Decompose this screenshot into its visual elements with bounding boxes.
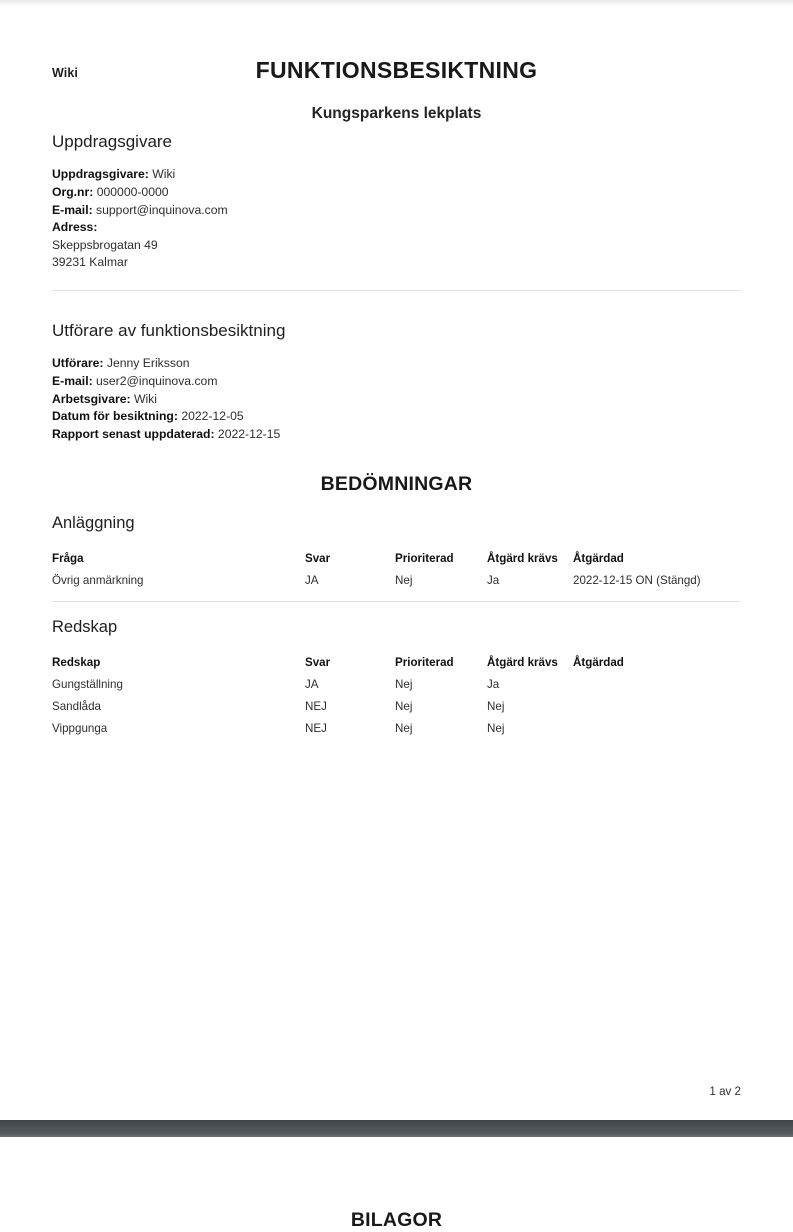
cell-prioritized: Nej (395, 699, 413, 713)
detail-value: Wiki (133, 391, 157, 406)
cell-answer: NEJ (305, 699, 327, 713)
section-divider (52, 290, 741, 291)
page-indicator: 1 av 2 (709, 1085, 741, 1098)
detail-key: Adress: (52, 220, 98, 235)
column-header: Åtgärd krävs (487, 552, 558, 566)
detail-row (52, 391, 741, 409)
detail-row (52, 166, 741, 184)
detail-row (52, 219, 741, 237)
cell-prioritized: Nej (395, 721, 413, 735)
cell-prioritized: Nej (395, 677, 413, 691)
cell-name: Övrig anmärkning (52, 574, 144, 588)
cell-action-required: Ja (487, 677, 500, 691)
detail-key: Org.nr: (52, 184, 94, 199)
address-line: 39231 Kalmar (52, 255, 128, 270)
document-page-2 (0, 1137, 793, 1232)
assessment-table (52, 652, 741, 740)
table-row (52, 570, 741, 592)
assessment-group-redskap (52, 618, 741, 740)
group-heading: Anläggning (52, 514, 135, 533)
assessment-table (52, 548, 741, 592)
detail-key: E-mail: (52, 373, 93, 388)
table-row (52, 696, 741, 718)
attachments-title: BILAGOR (350, 1209, 443, 1231)
detail-row (52, 408, 741, 426)
detail-key: Uppdragsgivare: (52, 167, 149, 182)
document-header (52, 6, 741, 123)
page-title: FUNKTIONSBESIKTNING (255, 57, 538, 83)
column-header: Svar (305, 552, 331, 566)
cell-name: Sandlåda (52, 699, 101, 713)
address-line: Skeppsbrogatan 49 (52, 237, 158, 252)
cell-actioned (573, 696, 741, 718)
table-row (52, 674, 741, 696)
brand-label: Wiki (52, 66, 78, 80)
cell-action-required: Ja (487, 574, 500, 588)
page-subtitle: Kungsparkens lekplats (311, 105, 482, 123)
cell-prioritized: Nej (395, 574, 413, 588)
table-divider (52, 601, 741, 602)
detail-key: Arbetsgivare: (52, 391, 131, 406)
cell-actioned (573, 718, 741, 740)
detail-key: E-mail: (52, 202, 93, 217)
column-header: Fråga (52, 552, 84, 566)
cell-action-required: Nej (487, 721, 505, 735)
column-header: Prioriterad (395, 655, 454, 669)
inspector-details (52, 355, 741, 443)
column-header: Svar (305, 655, 331, 669)
cell-action-required: Nej (487, 699, 505, 713)
detail-value: Wiki (152, 167, 176, 182)
detail-key: Utförare: (52, 356, 104, 371)
cell-actioned (573, 674, 741, 696)
detail-row (52, 373, 741, 391)
column-header: Åtgärd krävs (487, 655, 558, 669)
detail-key: Datum för besiktning: (52, 409, 178, 424)
detail-row (52, 202, 741, 220)
detail-value: 2022-12-05 (181, 409, 244, 424)
detail-row (52, 355, 741, 373)
table-row (52, 718, 741, 740)
assessments-title: BEDÖMNINGAR (320, 473, 473, 496)
detail-value: 000000-0000 (96, 184, 169, 199)
page-separator (0, 1120, 793, 1137)
client-section (52, 132, 741, 291)
inspector-section (52, 321, 741, 443)
detail-row (52, 184, 741, 202)
table-header-row (52, 652, 741, 674)
detail-value: support@inquinova.com (96, 202, 228, 217)
detail-row (52, 426, 741, 444)
column-header: Åtgärdad (573, 552, 624, 566)
detail-value: 2022-12-15 (217, 426, 281, 441)
column-header: Prioriterad (395, 552, 454, 566)
cell-answer: JA (305, 574, 319, 588)
cell-actioned: 2022-12-15 ON (Stängd) (573, 574, 701, 588)
detail-value: Jenny Eriksson (106, 356, 190, 371)
cell-answer: NEJ (305, 721, 327, 735)
column-header: Åtgärdad (573, 655, 624, 669)
detail-key: Rapport senast uppdaterad: (52, 426, 215, 441)
cell-name: Gungställning (52, 677, 123, 691)
client-section-heading: Uppdragsgivare (52, 132, 173, 151)
cell-name: Vippgunga (52, 721, 108, 735)
client-details (52, 166, 741, 272)
detail-value: user2@inquinova.com (96, 373, 218, 388)
table-header-row (52, 548, 741, 570)
inspector-section-heading: Utförare av funktionsbesiktning (52, 320, 286, 340)
assessment-group-anlaggning (52, 514, 741, 602)
column-header: Redskap (52, 655, 101, 669)
cell-answer: JA (305, 677, 319, 691)
group-heading: Redskap (52, 618, 118, 637)
document-page-1 (0, 6, 793, 1120)
